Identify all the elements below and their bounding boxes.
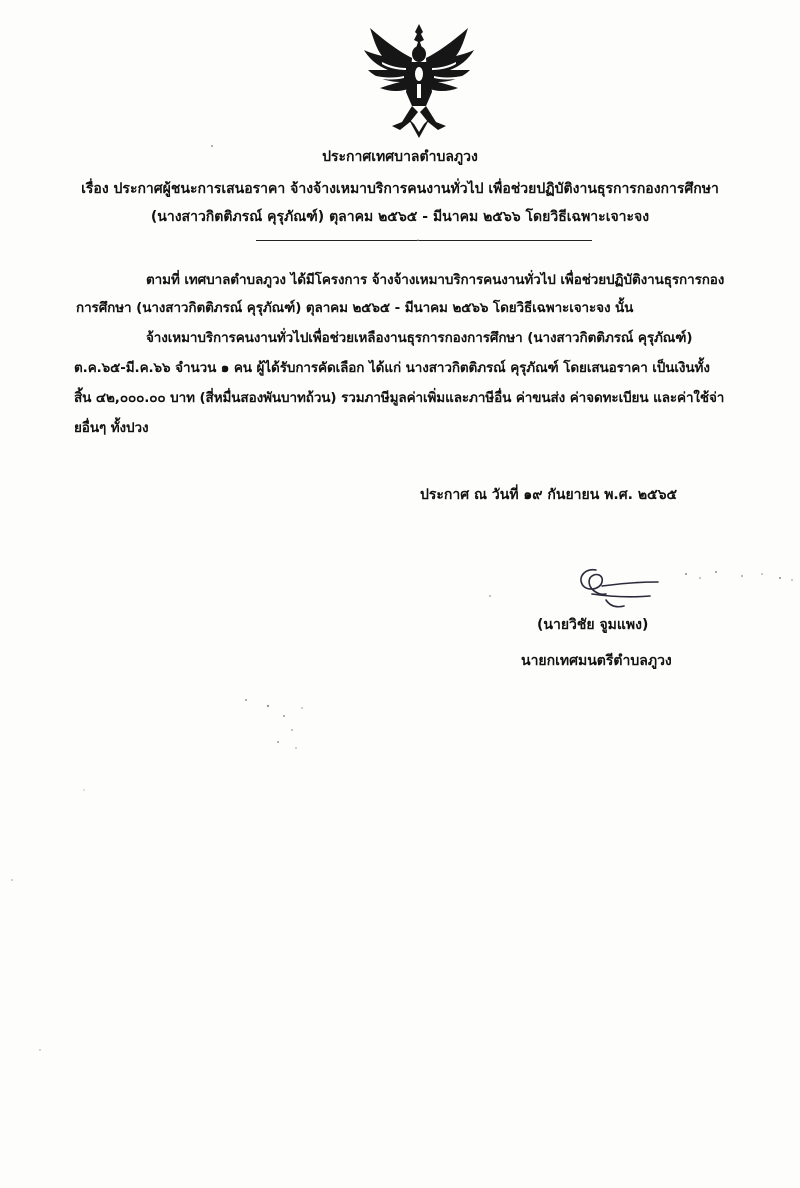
body-line-2: การศึกษา (นางสาวกิตติภรณ์ คุรุภัณฑ์) ตุลาคม ๒๕๖๕ - มีนาคม ๒๕๖๖ โดยวิธีเฉพาะเจาะจง นั้น [76,300,634,316]
subject-line-1: เรื่อง ประกาศผู้ชนะการเสนอราคา จ้างจ้างเหมาบริการคนงานทั่วไป เพื่อช่วยปฏิบัติงานธุรการกองการศึกษา [81,181,719,197]
body-line-5: สิ้น ๔๒,๐๐๐.๐๐ บาท (สี่หมื่นสองพันบาทถ้วน) รวมภาษีมูลค่าเพิ่มและภาษีอื่น ค่าขนส่ง ค่าจดทะเบียน และค่าใช้จ่า [74,390,725,406]
announcement-date: ประกาศ ณ วันที่ ๑๙ กันยายน พ.ศ. ๒๕๖๕ [420,487,678,503]
body-line-1: ตามที่ เทศบาลตำบลภูวง ได้มีโครงการ จ้างจ้างเหมาบริการคนงานทั่วไป เพื่อช่วยปฏิบัติงานธุรการกอง [146,272,725,288]
handwritten-signature [566,560,800,620]
body-line-4: ต.ค.๖๕-มี.ค.๖๖ จำนวน ๑ คน ผู้ได้รับการคัดเลือก ได้แก่ นางสาวกิตติภรณ์ คุรุภัณฑ์ โดยเสนอราคา เป็นเงินทั้ง [74,360,710,376]
garuda-emblem-icon [362,22,476,140]
subject-line-2: (นางสาวกิตติภรณ์ คุรุภัณฑ์) ตุลาคม ๒๕๖๕ - มีนาคม ๒๕๖๖ โดยวิธีเฉพาะเจาะจง [150,209,650,225]
signer-name: (นายวิชัย จูมแพง) [537,617,649,633]
announcement-heading: ประกาศเทศบาลตำบลภูวง [322,149,478,165]
body-line-3: จ้างเหมาบริการคนงานทั่วไปเพื่อช่วยเหลืองานธุรการกองการศึกษา (นางสาวกิตติภรณ์ คุรุภัณฑ์) [146,330,693,346]
title-divider [256,240,592,241]
body-line-6: ยอื่นๆ ทั้งปวง [74,420,149,436]
signer-title: นายกเทศมนตรีตำบลภูวง [521,653,672,669]
